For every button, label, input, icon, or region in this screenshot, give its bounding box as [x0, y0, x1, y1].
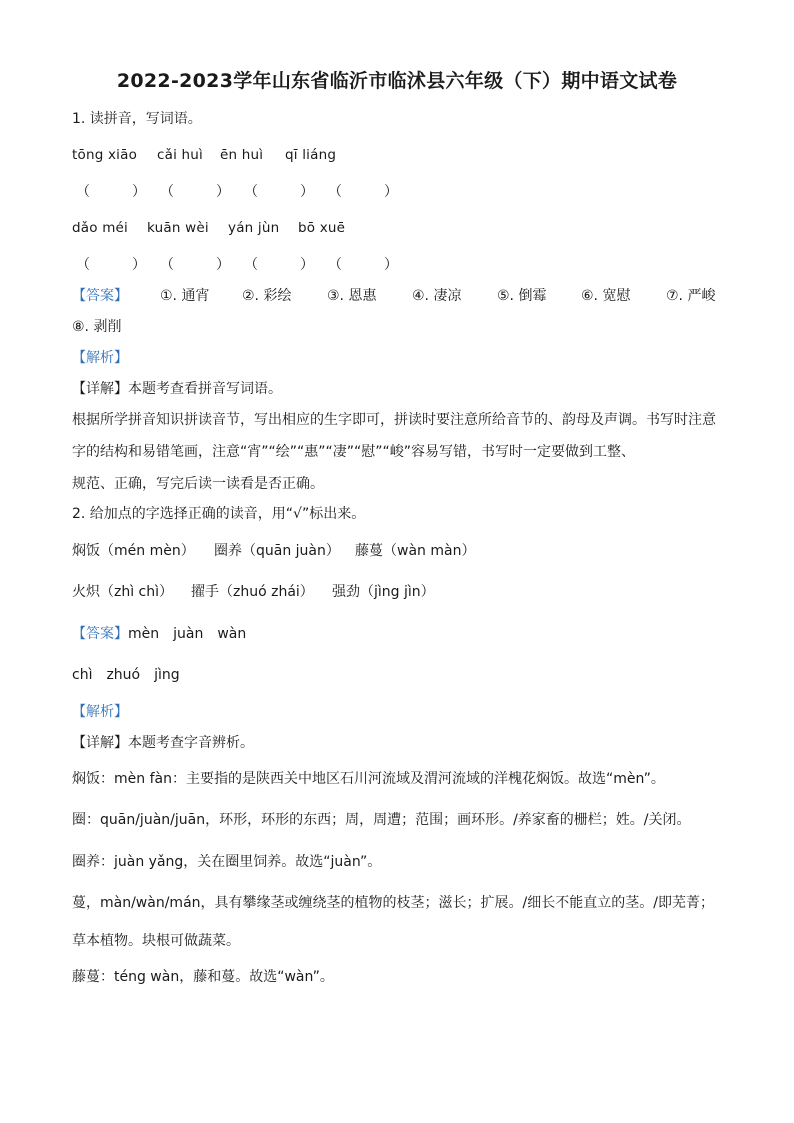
q1-pinyin-1: tōng xiāo — [72, 147, 138, 163]
page-title: 2022-2023学年山东省临沂市临沭县六年级（下）期中语文试卷 — [116, 70, 678, 92]
q2-item-3: 藤蔓（wàn màn） — [355, 543, 476, 559]
q1-explain-3: 规范、正确，写完后读一读看是否正确。 — [72, 476, 324, 492]
q2-item-5: 擢手（zhuó zhái） — [191, 584, 314, 600]
q1-explain-2: 字的结构和易错笔画，注意“宵”“绘”“惠”“凄”“慰”“峻”容易写错，书写时一定要做到工整、 — [72, 444, 636, 460]
q1-answer-1: ①. 通宵 — [160, 288, 210, 304]
q1-blank-7[interactable]: （ ） — [244, 257, 314, 273]
q1-pinyin-5: dǎo méi — [72, 220, 128, 236]
q1-detail: 【详解】本题考查看拼音写词语。 — [72, 381, 282, 397]
q2-stem: 2. 给加点的字选择正确的读音，用“√”标出来。 — [72, 506, 366, 522]
q1-answer-8: ⑧. 剥削 — [72, 319, 122, 335]
q1-pinyin-8: bō xuē — [298, 220, 346, 236]
q2-line-1: 焖饭：mèn fàn：主要指的是陕西关中地区石川河流域及渭河流域的洋槐花焖饭。故选“mèn”。 — [72, 771, 665, 787]
q1-pinyin-7: yán jùn — [228, 220, 280, 236]
q2-line-2: 圈：quān/juàn/juān，环形，环形的东西；周，周遭；范围；画环形。/养家畜的栅栏；姓。/关闭。 — [72, 812, 691, 828]
q1-pinyin-6: kuān wèi — [147, 220, 209, 236]
q1-answer-3: ③. 恩惠 — [327, 288, 377, 304]
q1-blank-6[interactable]: （ ） — [160, 257, 230, 273]
q1-stem: 1. 读拼音，写词语。 — [72, 111, 202, 127]
q2-item-6: 强劲（jìng jìn） — [332, 584, 435, 600]
q2-answer-label: 【答案】 — [72, 626, 128, 642]
q1-blank-3[interactable]: （ ） — [244, 184, 314, 200]
q1-answer-7: ⑦. 严峻 — [666, 288, 716, 304]
q1-answer-6: ⑥. 宽慰 — [581, 288, 631, 304]
q2-line-3: 圈养：juàn yǎng，关在圈里饲养。故选“juàn”。 — [72, 854, 382, 870]
q1-answer-5: ⑤. 倒霉 — [497, 288, 547, 304]
q2-detail: 【详解】本题考查字音辨析。 — [72, 735, 254, 751]
q2-analysis-label: 【解析】 — [72, 704, 128, 720]
q2-line-5: 草本植物。块根可做蔬菜。 — [72, 933, 240, 949]
q1-explain-1: 根据所学拼音知识拼读音节，写出相应的生字即可，拼读时要注意所给音节的、韵母及声调。书写时注意 — [72, 412, 716, 428]
q2-answer-line1: mèn juàn wàn — [128, 626, 247, 642]
q1-answer-4: ④. 凄凉 — [412, 288, 462, 304]
q1-blank-2[interactable]: （ ） — [160, 184, 230, 200]
q1-answer-2: ②. 彩绘 — [242, 288, 292, 304]
q2-line-4: 蔓，màn/wàn/mán，具有攀缘茎或缠绕茎的植物的枝茎；滋长；扩展。/细长不能直立的茎。/即芜菁； — [72, 895, 714, 911]
q2-item-2: 圈养（quān juàn） — [214, 543, 340, 559]
q1-blank-1[interactable]: （ ） — [76, 184, 146, 200]
q1-pinyin-3: ēn huì — [220, 147, 264, 163]
q2-line-6: 藤蔓：téng wàn，藤和蔓。故选“wàn”。 — [72, 969, 334, 985]
q2-answer-line2: chì zhuó jìng — [72, 667, 180, 683]
q1-answer-label: 【答案】 — [72, 288, 128, 304]
q1-pinyin-4: qī liáng — [285, 147, 337, 163]
q2-answer-row — [72, 626, 246, 643]
q1-blank-5[interactable]: （ ） — [76, 257, 146, 273]
q1-blank-8[interactable]: （ ） — [328, 257, 398, 273]
q1-pinyin-2: cǎi huì — [157, 147, 204, 163]
q2-item-4: 火炽（zhì chì） — [72, 584, 174, 600]
q2-item-1: 焖饭（mén mèn） — [72, 543, 195, 559]
q1-analysis-label: 【解析】 — [72, 350, 128, 366]
q1-blank-4[interactable]: （ ） — [328, 184, 398, 200]
